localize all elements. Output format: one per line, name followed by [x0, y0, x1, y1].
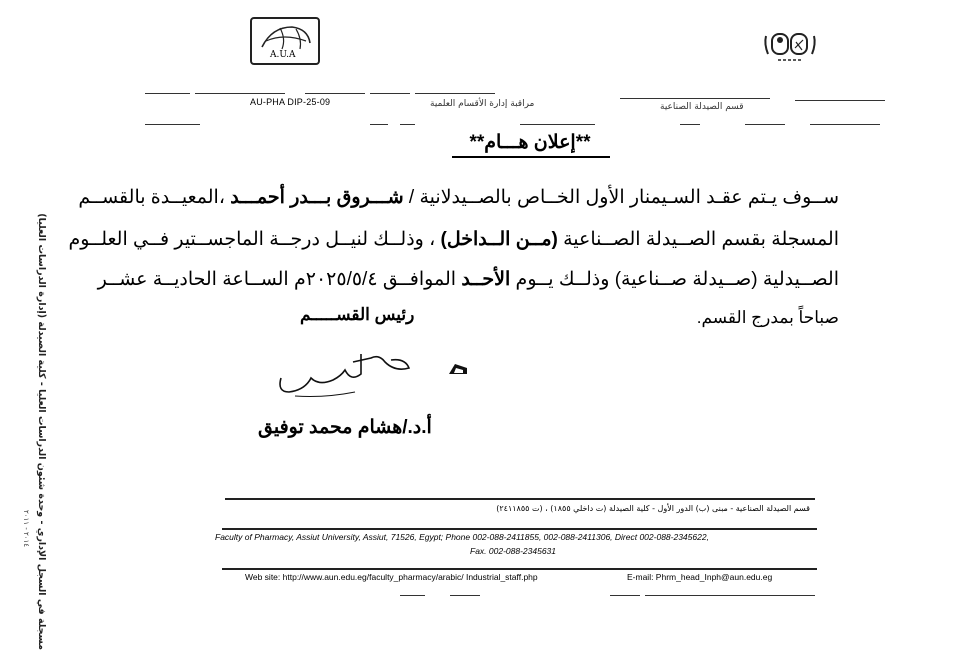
faculty-emblem-logo: [760, 24, 820, 64]
side-registration-stamp: مسجلة في السجل الإداري - وحدة شئون الدراسات العليا - كلية الصيدلة (إدارة الدراسات العليا): [36, 213, 47, 650]
department-label: قسم الصيدلة الصناعية: [660, 102, 744, 112]
footer-english-address: Faculty of Pharmacy, Assiut University, Assiut, 71526, Egypt; Phone 002-088-2411855, 002-088-2411306, Direct 002-088-2345622,: [215, 532, 709, 542]
footer-website-link[interactable]: Web site: http://www.aun.edu.eg/faculty_pharmacy/arabic/ Industrial_staff.php: [245, 572, 538, 582]
side-stamp-number: ٢٠١٤ - ٢٠١١: [22, 510, 30, 548]
signer-name: أ.د./هشام محمد توفيق: [258, 417, 432, 438]
internal-tag: (مــن الــداخل): [440, 229, 558, 250]
announcement-line-1: ســوف يـتم عقـد السـيمنار الأول الخــاص بالصــيدلانية / شـــروق بـــدر أحمـــد ،المعيــدة بالقســم: [78, 187, 839, 208]
handwritten-signature: [275, 348, 415, 398]
quality-unit-label: مراقبة إدارة الأقسام العلمية: [430, 99, 535, 109]
title-underline: [452, 156, 610, 158]
footer-fax: Fax. 002-088-2345631: [470, 546, 557, 556]
announcement-title: **إعلان هـــام**: [469, 132, 591, 153]
announcement-closing: صباحاً بمدرج القسم.: [696, 308, 839, 327]
footer-email-link[interactable]: E-mail: Phrm_head_Inph@aun.edu.eg: [627, 572, 773, 582]
university-logo: [250, 17, 320, 65]
announcement-line-3: الصــيدلية (صــيدلة صــناعية) وذلــك يــوم الأحــد الموافــق ٢٠٢٥/٥/٤م الســاعة الحاديــة عشــر: [97, 269, 839, 290]
footer-arabic-address: قسم الصيدلة الصناعية - مبنى (ب) الدور الأول - كلية الصيدلة (ت داخلي ١٨٥٥) ، (ت ٢٤١١٨٥٥): [496, 504, 810, 513]
student-name: شـــروق بـــدر أحمـــد: [230, 187, 404, 208]
pen-icon: [447, 360, 469, 376]
day-name: الأحــد: [461, 269, 511, 290]
svg-text:A.U.A: A.U.A: [270, 50, 296, 60]
head-of-department-title: رئيس القســـــم: [300, 305, 415, 324]
announcement-line-2: المسجلة بقسم الصــيدلة الصــناعية (مــن الــداخل) ، وذلــك لنيــل درجــة الماجســتير فــي العلــوم: [68, 229, 839, 250]
globe-icon: [252, 19, 318, 63]
reference-code: AU-PHA DIP-25-09: [250, 97, 331, 107]
